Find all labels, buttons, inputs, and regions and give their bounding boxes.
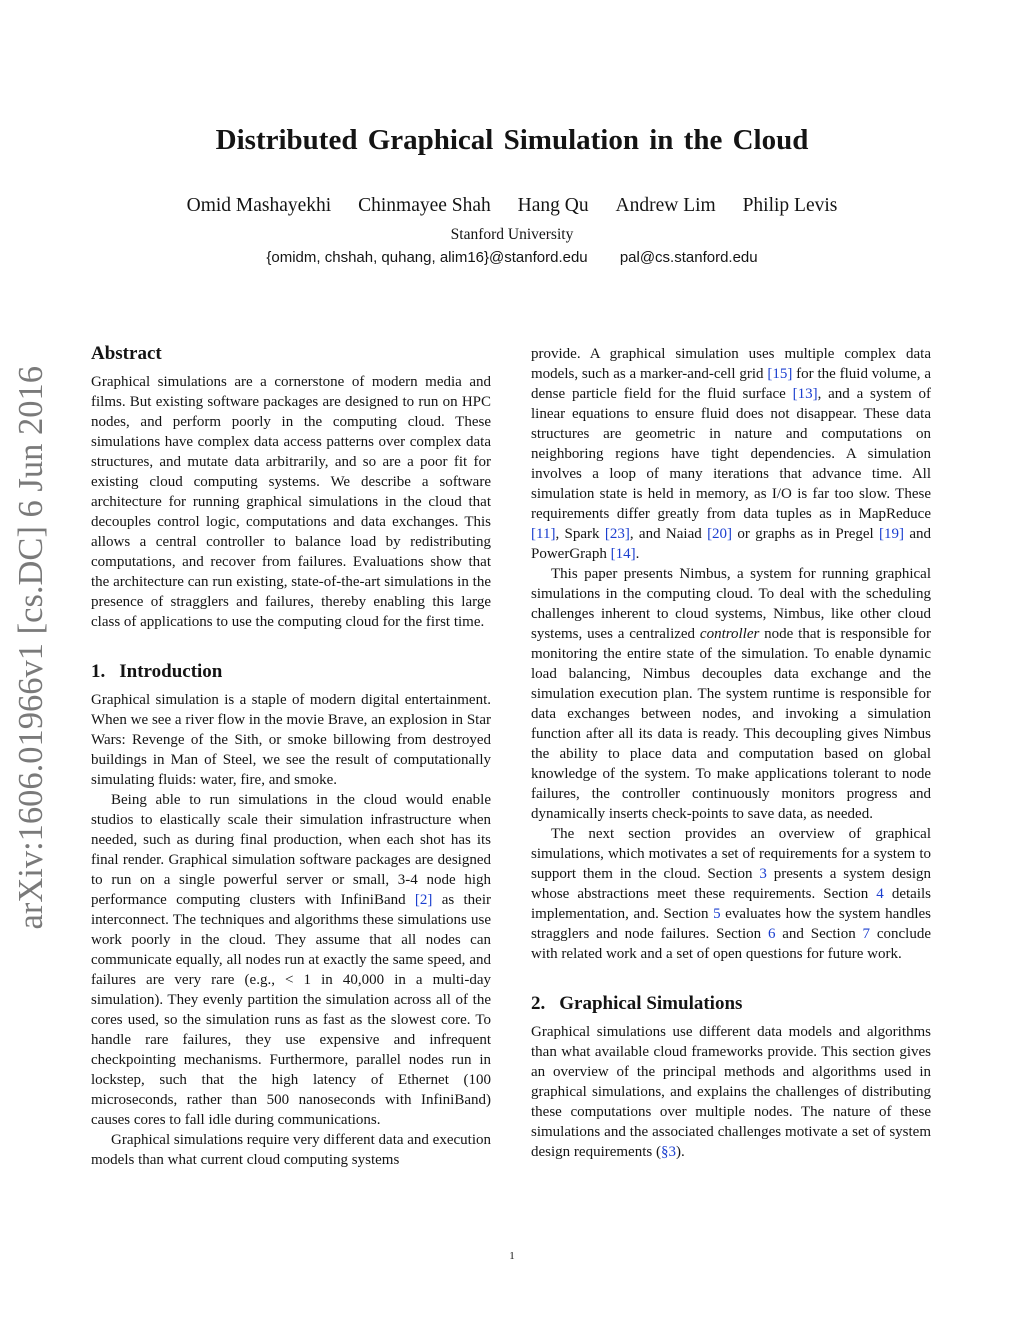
paper-title: Distributed Graphical Simulation in the Cloud	[215, 124, 809, 156]
section-link[interactable]: 3	[759, 866, 767, 882]
page-number: 1	[509, 1250, 515, 1262]
author-emails	[0, 249, 1024, 266]
affiliation: Stanford University	[450, 226, 574, 243]
right-column	[531, 342, 931, 1162]
author: Hang Qu	[517, 195, 589, 216]
section-link[interactable]: 5	[713, 906, 721, 922]
section-2-heading	[531, 992, 931, 1016]
intro-paragraph-1: Graphical simulation is a staple of modern digital entertainment. When we see a river flow in the movie Brave, an explosion in Star Wars: Revenge of the Sith, or smoke billowing from destroyed buildings in Man of Steel, we see the result of computationally simulating fluids: water, fire, and smoke.	[91, 692, 491, 788]
citation-link[interactable]: [20]	[707, 526, 733, 542]
citation-link[interactable]: [11]	[531, 526, 556, 542]
author: Chinmayee Shah	[358, 195, 491, 216]
intro-paragraph-2: Being able to run simulations in the cloud would enable studios to elastically scale their simulation infrastructure when needed, such as during final production, when each shot has its final render. Graphical simulation software packages are designed to run on a single powerful server or small, 3-4 node high performance computing clusters with InfiniBand [2] as their interconnect. The techniques and algorithms these simulations use work poorly in the cloud. They assume that all nodes can communicate equally, all nodes run at exactly the same speed, and failures are very rare (e.g., < 1 in 40,000 in a multi-day simulation). They evenly partition the simulation across all of the cores used, so the simulation runs as fast as the slowest core. To handle rare failures, they use expensive and infrequent checkpointing mechanisms. Furthermore, parallel nodes run in lockstep, such that the high latency of Ethernet (100 microseconds, rather than 500 nanoseconds with InfiniBand) causes cores to fall idle during communications.	[91, 792, 492, 1128]
author: Philip Levis	[742, 195, 838, 216]
section-2-paragraph: Graphical simulations use different data models and algorithms than what available cloud frameworks provide. This section gives an overview of the principal methods and algorithms used in graphical simulations, and explains the challenges of distributing these computations over multiple nodes. The nature of these simulations and the associated challenges motivate a set of system design requirements (§3).	[531, 1024, 931, 1160]
arxiv-identifier: arXiv:1606.01966v1 [cs.DC] 6 Jun 2016	[12, 366, 50, 930]
section-number: 1.	[91, 661, 106, 682]
emphasis: controller	[699, 626, 760, 642]
section-link[interactable]: 4	[876, 886, 884, 902]
intro-heading	[91, 660, 491, 684]
section-title: Graphical Simulations	[559, 993, 743, 1014]
intro-paragraph-5: The next section provides an overview of graphical simulations, which motivates a set of requirements for a system to support them in the cloud. Section 3 presents a system design whose abstractions meet these requirements. Section 4 details implementation, and. Section 5 evaluates how the system handles stragglers and node failures. Section 6 and Section 7 conclude with related work and a set of open questions for future work.	[531, 826, 932, 962]
citation-link[interactable]: [15]	[767, 366, 793, 382]
intro-paragraph-3-cont: provide. A graphical simulation uses multiple complex data models, such as a marker-and-cell grid [15] for the fluid volume, a dense particle field for the fluid surface [13], and a system of linear equations to ensure fluid does not disappear. These data structures are geometric in nature and computations on neighboring regions have tight dependencies. A simulation involves a loop of many iterations that advance time. All simulation state is held in memory, as I/O is far too slow. These requirements differ greatly from data tuples as in MapReduce [11], Spark [23], and Naiad [20] or graphs as in Pregel [19] and PowerGraph [14].	[531, 346, 932, 562]
author: Omid Mashayekhi	[186, 195, 332, 216]
intro-paragraph-3: Graphical simulations require very different data and execution models than what current cloud computing systems	[91, 1132, 491, 1168]
author-list	[0, 195, 1024, 217]
left-column	[91, 342, 491, 1170]
section-number: 2.	[531, 993, 546, 1014]
citation-link[interactable]: [19]	[879, 526, 904, 542]
abstract-text: Graphical simulations are a cornerstone of modern media and films. But existing software packages are designed to run on HPC nodes, and perform poorly in the computing cloud. These simulations have complex data access patterns over complex data structures, and mutate data arbitrarily, and so are a poor fit for existing cloud computing systems. We describe a software architecture for running graphical simulations in the cloud that decouples control logic, computations and data exchanges. This allows a central controller to balance load by redistributing computations, and recover from failures. Evaluations show that the architecture can run existing, state-of-the-art simulations in the presence of stragglers and failures, thereby enabling this large class of applications to use the computing cloud for the first time.	[91, 374, 491, 630]
abstract-heading: Abstract	[91, 343, 162, 364]
citation-link[interactable]: [2]	[414, 892, 433, 908]
email: {omidm, chshah, quhang, alim16}@stanford.edu	[266, 249, 588, 266]
citation-link[interactable]: [14]	[610, 546, 636, 562]
email: pal@cs.stanford.edu	[619, 249, 758, 266]
section-link[interactable]: §3	[660, 1144, 676, 1160]
author: Andrew Lim	[615, 195, 716, 216]
intro-paragraph-4: This paper presents Nimbus, a system for running graphical simulations in the computing cloud. To deal with the scheduling challenges inherent to cloud systems, Nimbus, like other cloud systems, uses a centralized controller node that is responsible for monitoring the entire state of the simulation. To enable dynamic load balancing, Nimbus decouples data exchange and the simulation execution plan. The system runtime is responsible for data exchanges between nodes, and invoking a simulation function after all its data is ready. This decoupling gives Nimbus the ability to place data and computation based on global knowledge of the system. To make applications tolerant to node failures, the controller continuously monitors progress and dynamically inserts check-points to save data, as needed.	[531, 566, 932, 822]
citation-link[interactable]: [13]	[792, 386, 818, 402]
section-title: Introduction	[119, 661, 223, 682]
citation-link[interactable]: [23]	[604, 526, 630, 542]
section-link[interactable]: 7	[862, 926, 871, 942]
section-link[interactable]: 6	[767, 926, 776, 942]
